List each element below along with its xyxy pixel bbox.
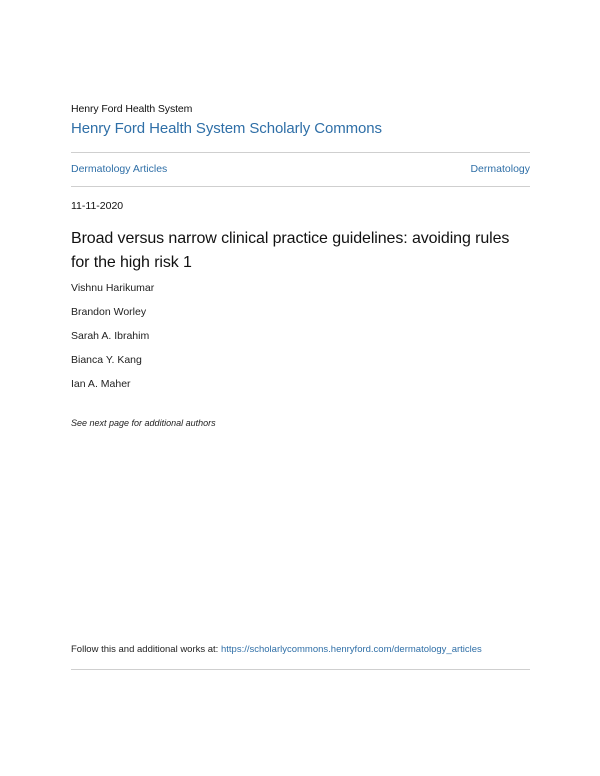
nav-divider bbox=[71, 186, 530, 187]
repository-link[interactable]: Henry Ford Health System Scholarly Commons bbox=[71, 120, 382, 137]
author-name: Bianca Y. Kang bbox=[71, 354, 142, 366]
author-list bbox=[71, 281, 154, 401]
author-name: Vishnu Harikumar bbox=[71, 282, 155, 294]
discipline-link[interactable]: Dermatology bbox=[470, 163, 530, 175]
author-name: Brandon Worley bbox=[71, 306, 147, 318]
follow-url-link[interactable]: https://scholarlycommons.henryford.com/dermatology_articles bbox=[220, 644, 482, 655]
bottom-divider bbox=[71, 669, 530, 670]
author-name: Sarah A. Ibrahim bbox=[71, 330, 150, 342]
top-divider bbox=[71, 152, 530, 153]
follow-line bbox=[71, 644, 482, 655]
author-name: Ian A. Maher bbox=[71, 378, 131, 390]
publication-date: 11-11-2020 bbox=[71, 200, 124, 212]
article-title: Broad versus narrow clinical practice guidelines: avoiding rules for the high risk 1 bbox=[71, 230, 510, 271]
institution-name: Henry Ford Health System bbox=[71, 103, 193, 115]
series-link[interactable]: Dermatology Articles bbox=[71, 163, 168, 175]
additional-authors-note: See next page for additional authors bbox=[71, 418, 216, 428]
follow-text: Follow this and additional works at: bbox=[71, 644, 221, 655]
